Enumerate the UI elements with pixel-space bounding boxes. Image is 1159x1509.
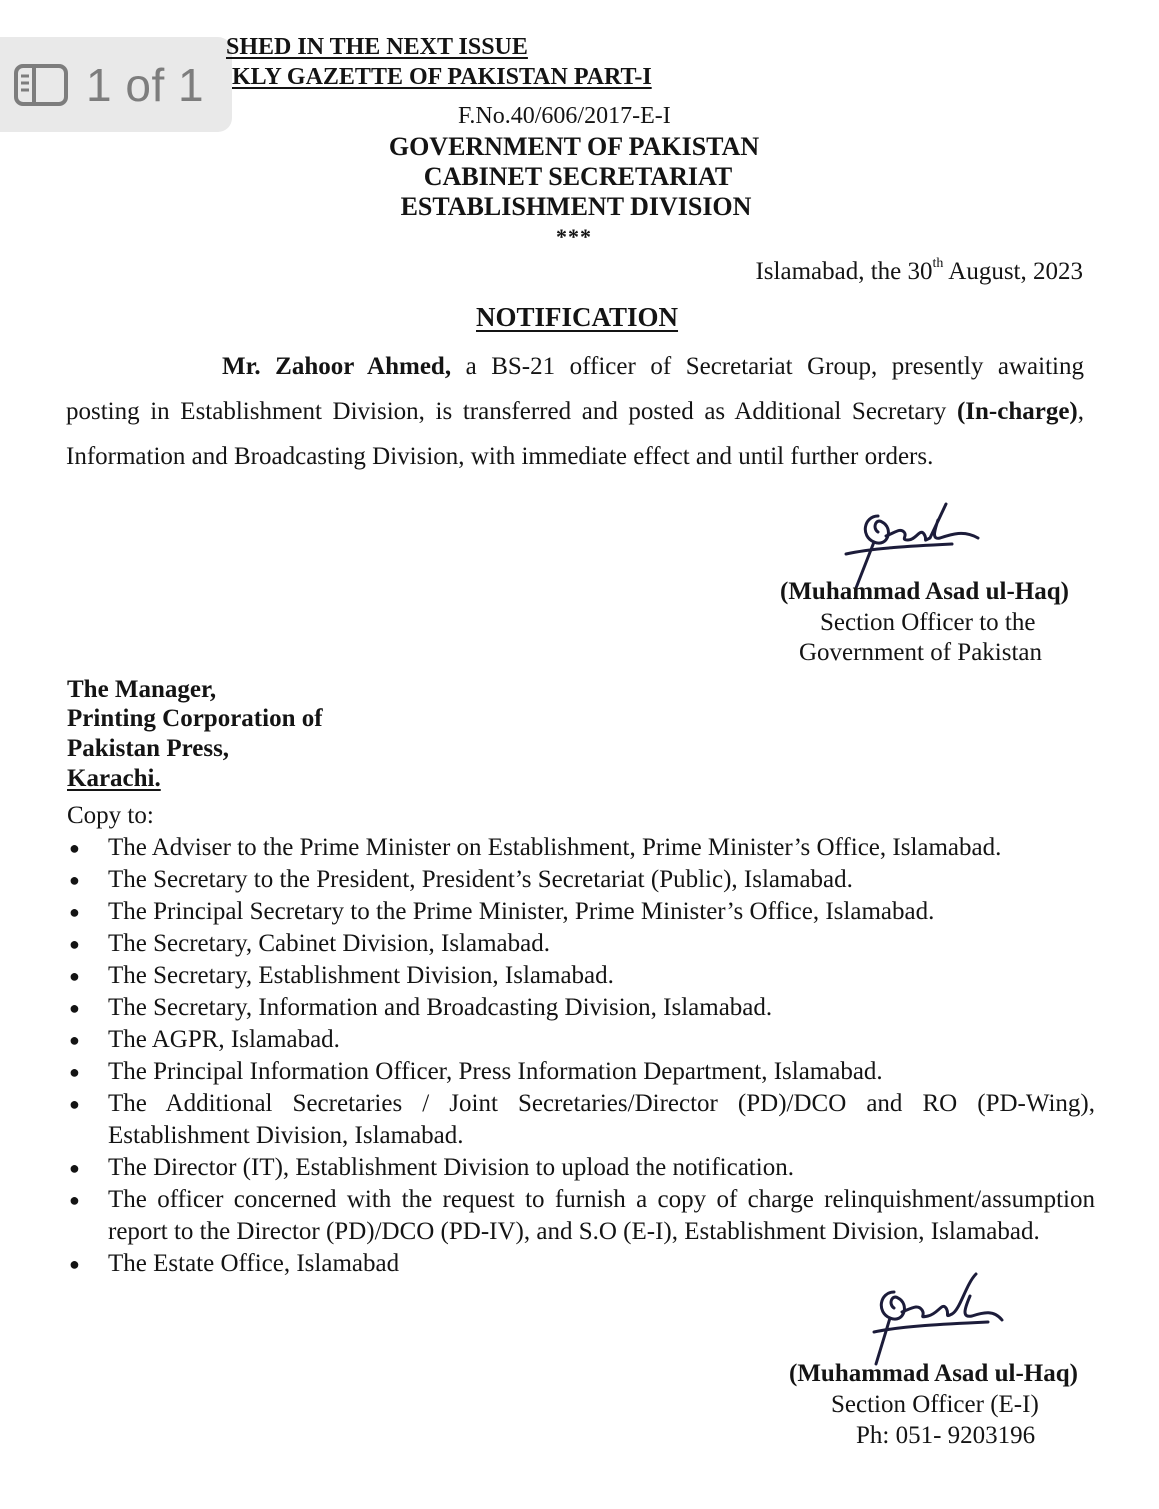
copy-to-label: Copy to: <box>67 802 154 829</box>
file-number: F.No.40/606/2017-E-I <box>458 103 671 129</box>
bullet-icon: ● <box>69 838 80 858</box>
notification-line-1 <box>222 353 1084 381</box>
bullet-icon: ● <box>69 1158 80 1178</box>
division-heading: ESTABLISHMENT DIVISION <box>400 192 752 221</box>
bullet-icon: ● <box>69 966 80 986</box>
signatory-2-title: Section Officer (E-I) <box>831 1391 1039 1418</box>
signatory-1-name: (Muhammad Asad ul-Haq) <box>780 578 1069 605</box>
publish-line-1: SHED IN THE NEXT ISSUE <box>226 34 528 60</box>
copy-to-list <box>67 832 1095 1280</box>
date-prefix: Islamabad, the 30 <box>755 258 933 285</box>
addressee-line-3: Pakistan Press, <box>67 735 230 762</box>
bullet-icon: ● <box>69 1190 80 1210</box>
signature-2-image <box>858 1270 1008 1370</box>
copy-to-item: ● The Secretary, Establishment Division, Islamabad. <box>67 960 1095 992</box>
notification-line-3: Information and Broadcasting Division, with immediate effect and until further orders. <box>66 443 934 470</box>
bullet-icon: ● <box>69 1030 80 1050</box>
bullet-icon: ● <box>69 1094 80 1114</box>
incharge-text: (In-charge) <box>956 398 1078 425</box>
signatory-2-phone: Ph: 051- 9203196 <box>856 1422 1036 1449</box>
cabinet-heading: CABINET SECRETARIAT <box>423 162 733 191</box>
date-line <box>755 258 1083 286</box>
page-layout-icon <box>14 64 68 106</box>
copy-to-item: ● The Director (IT), Establishment Division to upload the notification. <box>67 1152 1095 1184</box>
header-stars: *** <box>556 224 592 249</box>
notification-line-2 <box>66 398 1084 426</box>
copy-to-item: ● The Estate Office, Islamabad <box>67 1248 1095 1280</box>
bullet-icon: ● <box>69 902 80 922</box>
addressee-line-1: The Manager, <box>67 676 217 703</box>
gov-heading: GOVERNMENT OF PAKISTAN <box>388 132 760 161</box>
copy-to-item: ● The Principal Secretary to the Prime Minister, Prime Minister’s Office, Islamabad. <box>67 896 1095 928</box>
page-indicator[interactable] <box>0 37 232 132</box>
signatory-1-title-2: Government of Pakistan <box>799 639 1043 666</box>
publish-line-2: KLY GAZETTE OF PAKISTAN PART-I <box>232 64 652 90</box>
copy-to-item: ● The Additional Secretaries / Joint Secretaries/Director (PD)/DCO and RO (PD-Wing), Establishment Division, Islamabad. <box>69 1090 1095 1149</box>
copy-to-item: ● The Secretary, Information and Broadcasting Division, Islamabad. <box>67 992 1095 1024</box>
addressee-line-4: Karachi. <box>67 765 161 792</box>
bullet-icon: ● <box>69 1062 80 1082</box>
bullet-icon: ● <box>69 1254 80 1274</box>
copy-to-item: ● The Principal Information Officer, Press Information Department, Islamabad. <box>67 1056 1095 1088</box>
notification-line-1-text: a BS-21 officer of Secretariat Group, presently awaiting <box>451 353 1084 380</box>
copy-to-item: ● The Adviser to the Prime Minister on Establishment, Prime Minister’s Office, Islamabad. <box>67 832 1095 864</box>
copy-to-item: ● The officer concerned with the request to furnish a copy of charge relinquishment/assumption report to the Director (PD)/DCO (PD-IV), and S.O (E-I), Establishment Division, Islamabad. <box>69 1186 1095 1245</box>
notification-line-2-text: posting in Establishment Division, is transferred and posted as Additional Secretary <box>66 398 957 425</box>
page-indicator-text: 1 of 1 <box>86 58 205 111</box>
signatory-1-title-1: Section Officer to the <box>820 609 1036 636</box>
notification-title: NOTIFICATION <box>476 302 679 332</box>
bullet-icon: ● <box>69 934 80 954</box>
officer-name: Mr. Zahoor Ahmed, <box>222 353 452 380</box>
date-sup: th <box>932 256 944 271</box>
notification-line-2-tail: , <box>1077 398 1084 425</box>
copy-to-item: ● The Secretary, Cabinet Division, Islamabad. <box>67 928 1095 960</box>
bullet-icon: ● <box>69 998 80 1018</box>
addressee-line-2: Printing Corporation of <box>67 705 323 732</box>
signatory-2-name: (Muhammad Asad ul-Haq) <box>789 1360 1078 1387</box>
copy-to-item: ● The Secretary to the President, President’s Secretariat (Public), Islamabad. <box>67 864 1095 896</box>
copy-to-item: ● The AGPR, Islamabad. <box>67 1024 1095 1056</box>
bullet-icon: ● <box>69 870 80 890</box>
date-suffix: August, 2023 <box>943 258 1083 285</box>
